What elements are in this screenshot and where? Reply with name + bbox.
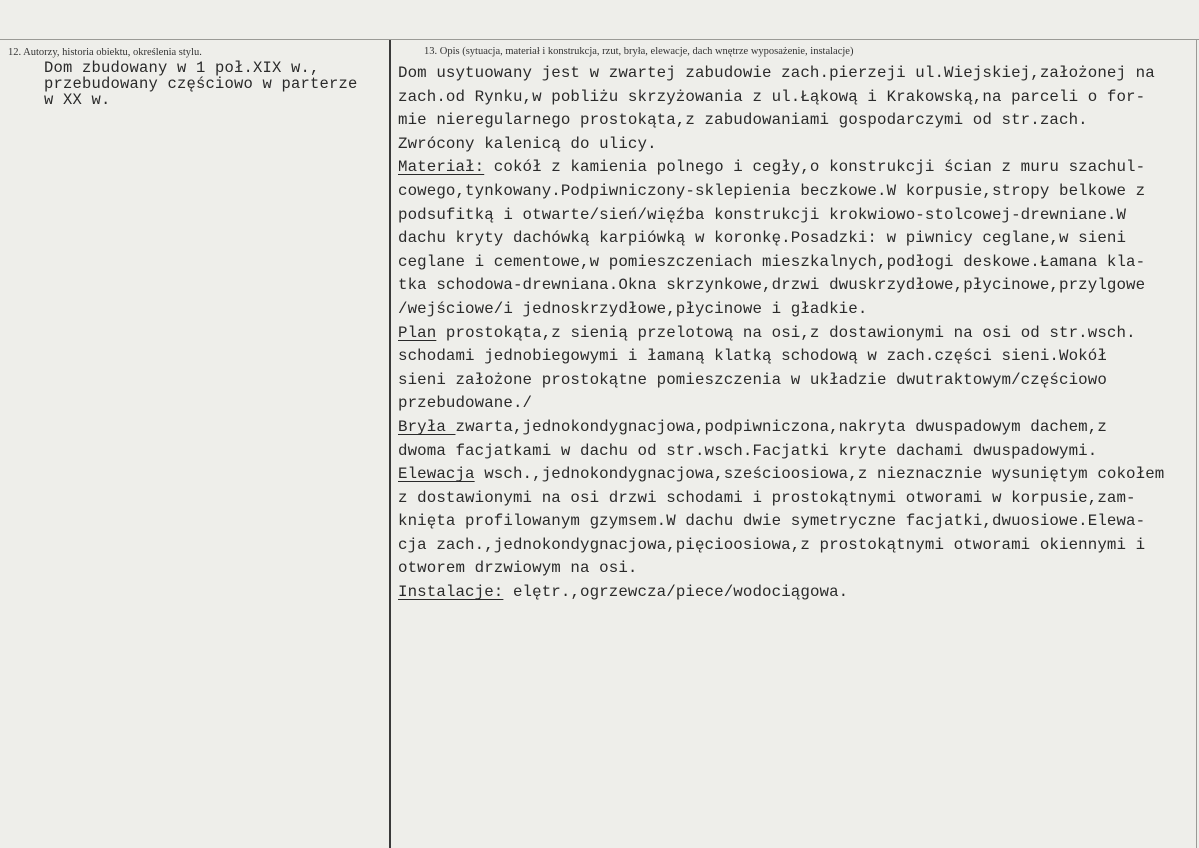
description-line [398, 557, 1196, 581]
description-line [398, 440, 1196, 464]
description-line [398, 156, 1196, 180]
description-line [398, 534, 1196, 558]
column-divider [389, 40, 391, 848]
description-text: cowego,tynkowany.Podpiwniczony-sklepienia beczkowe.W korpusie,stropy belkowe z [398, 181, 1146, 200]
section-heading: Bryła [398, 417, 456, 436]
field-12-label: 12. Autorzy, historia obiektu, określenia stylu. [8, 47, 202, 58]
description-text: schodami jednobiegowymi i łamaną klatką schodową w zach.części sieni.Wokół [398, 347, 1107, 366]
description-line [398, 180, 1196, 204]
description-line [398, 416, 1196, 440]
description-text: wsch.,jednokondygnacjowa,sześcioosiowa,z nieznacznie wysuniętym cokołem [474, 465, 1165, 484]
description-text: zwarta,jednokondygnacjowa,podpiwniczona,nakryta dwuspadowym dachem,z [455, 417, 1107, 436]
description-text: dachu kryty dachówką karpiówką w koronkę.Posadzki: w piwnicy ceglane,w sieni [398, 229, 1127, 248]
section-heading: Instalacje: [398, 583, 504, 602]
description-text: dwoma facjatkami w dachu od str.wsch.Facjatki kryte dachami dwuspadowymi. [398, 441, 1098, 460]
description-line [398, 345, 1196, 369]
description-text: tka schodowa-drewniana.Okna skrzynkowe,drzwi dwuskrzydłowe,płycinowe,przylgowe [398, 276, 1146, 295]
description-text: otworem drzwiowym na osi. [398, 559, 638, 578]
field-13-label: 13. Opis (sytuacja, materiał i konstrukcja, rzut, bryła, elewacje, dach wnętrze wyposażenie, instalacje) [424, 46, 854, 57]
description-text: /wejściowe/i jednoskrzydłowe,płycinowe i gładkie. [398, 299, 868, 318]
description-line [398, 227, 1196, 251]
section-heading: Materiał: [398, 158, 485, 177]
description-text: sieni założone prostokątne pomieszczenia w układzie dwutraktowym/częściowo [398, 370, 1107, 389]
description-line [398, 510, 1196, 534]
description-text: cokół z kamienia polnego i cegły,o konstrukcji ścian z muru szachul- [484, 158, 1146, 177]
description-line [398, 274, 1196, 298]
description-text: z dostawionymi na osi drzwi schodami i prostokątnymi otworami w korpusie,zam- [398, 488, 1136, 507]
description-text: podsufitką i otwarte/sień/więźba konstrukcji krokwiowo-stolcowej-drewniane.W [398, 205, 1127, 224]
history-line: przebudowany częściowo w parterze [44, 75, 358, 93]
description-line [398, 109, 1196, 133]
section-heading: Elewacja [398, 465, 475, 484]
field-13-content [398, 62, 1196, 605]
description-text: knięta profilowanym gzymsem.W dachu dwie symetryczne facjatki,dwuosiowe.Elewa- [398, 512, 1146, 531]
description-text: zach.od Rynku,w pobliżu skrzyżowania z ul.Łąkową i Krakowską,na parceli o for- [398, 87, 1146, 106]
description-text: przebudowane./ [398, 394, 533, 413]
description-text: elętr.,ogrzewcza/piece/wodociągowa. [503, 583, 849, 602]
history-line: w XX w. [44, 91, 111, 109]
description-line [398, 86, 1196, 110]
description-line [398, 251, 1196, 275]
description-text: cja zach.,jednokondygnacjowa,pięcioosiowa,z prostokątnymi otworami okiennymi i [398, 535, 1146, 554]
description-line [398, 62, 1196, 86]
section-heading: Plan [398, 323, 437, 342]
description-text: Zwrócony kalenicą do ulicy. [398, 134, 657, 153]
description-line [398, 133, 1196, 157]
description-line [398, 392, 1196, 416]
description-text: Dom usytuowany jest w zwartej zabudowie zach.pierzeji ul.Wiejskiej,założonej na [398, 64, 1155, 82]
description-text: prostokąta,z sienią przelotową na osi,z dostawionymi na osi od str.wsch. [436, 323, 1136, 342]
description-line [398, 463, 1196, 487]
description-line [398, 204, 1196, 228]
description-text: mie nieregularnego prostokąta,z zabudowaniami gospodarczymi od str.zach. [398, 111, 1088, 130]
description-line [398, 581, 1196, 605]
description-line [398, 298, 1196, 322]
description-line [398, 487, 1196, 511]
description-line [398, 369, 1196, 393]
field-12-content [44, 60, 384, 108]
right-edge-line [1196, 40, 1197, 848]
header-strip [0, 0, 1199, 40]
description-line [398, 322, 1196, 346]
description-text: ceglane i cementowe,w pomieszczeniach mieszkalnych,podłogi deskowe.Łamana kla- [398, 252, 1146, 271]
history-line: Dom zbudowany w 1 poł.XIX w., [44, 59, 320, 77]
